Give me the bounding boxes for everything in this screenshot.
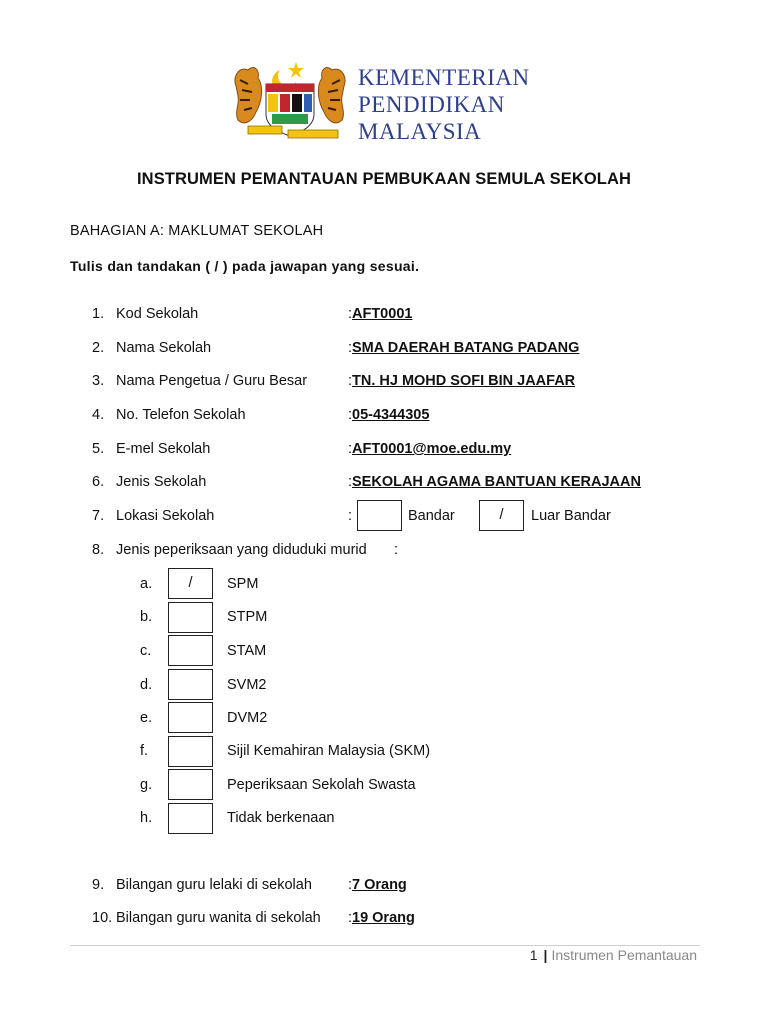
field-colon: : [348,508,353,524]
field-row [92,441,712,461]
field-number: 10. [92,910,113,926]
checkbox-bandar[interactable] [357,500,402,531]
field-number: 2. [92,340,105,356]
ministry-line-2: PENDIDIKAN [358,92,505,117]
option-label: Sijil Kemahiran Malaysia (SKM) [227,743,431,759]
field-number: 8. [92,542,105,558]
field-row [92,407,712,427]
option-letter: g. [140,777,153,793]
instruction-text: Tulis dan tandakan ( / ) pada jawapan yang sesuai. [70,258,420,274]
field-label: Lokasi Sekolah [116,508,215,524]
option-letter: c. [140,643,152,659]
option-label: STAM [227,643,267,659]
option-label-bandar: Bandar [408,508,455,524]
field-label: Bilangan guru wanita di sekolah [116,910,321,926]
option-label: SVM2 [227,677,267,693]
field-number: 4. [92,407,105,423]
page-number: 1 [529,947,538,963]
field-colon: : [348,877,353,893]
field-number: 3. [92,373,105,389]
field-label: No. Telefon Sekolah [116,407,246,423]
field-row [92,910,712,930]
option-label: Peperiksaan Sekolah Swasta [227,777,416,793]
field-colon: : [348,407,353,423]
option-letter: b. [140,609,153,625]
section-heading: BAHAGIAN A: MAKLUMAT SEKOLAH [70,223,324,239]
exam-row [92,542,712,562]
field-colon: : [348,441,353,457]
field-label: E-mel Sekolah [116,441,211,457]
field-row [92,373,712,393]
field-number: 9. [92,877,105,893]
ministry-line-3: MALAYSIA [358,119,482,144]
checkbox-stam[interactable] [168,635,213,666]
field-number: 6. [92,474,105,490]
checkbox-skm[interactable] [168,736,213,767]
lokasi-row [92,508,712,528]
field-row [92,340,712,360]
option-label-luar-bandar: Luar Bandar [531,508,611,524]
field-value: SEKOLAH AGAMA BANTUAN KERAJAAN [352,474,641,490]
option-letter: h. [140,810,153,826]
checkbox-tidak-berkenaan[interactable] [168,803,213,834]
field-value: 19 Orang [352,910,415,926]
footer-separator: | [543,947,548,963]
field-colon: : [348,340,353,356]
field-row [92,474,712,494]
checkbox-svm2[interactable] [168,669,213,700]
option-label: Tidak berkenaan [227,810,335,826]
option-letter: e. [140,710,153,726]
checkbox-stpm[interactable] [168,602,213,633]
field-row [92,306,712,326]
field-label: Jenis Sekolah [116,474,207,490]
field-number: 1. [92,306,105,322]
footer-text: Instrumen Pemantauan [551,947,697,963]
footer-divider [70,945,700,946]
field-label: Nama Pengetua / Guru Besar [116,373,308,389]
option-label: STPM [227,609,268,625]
field-value: 7 Orang [352,877,407,893]
option-letter: d. [140,677,153,693]
field-value: AFT0001 [352,306,413,322]
field-colon: : [348,474,353,490]
document-title: INSTRUMEN PEMANTAUAN PEMBUKAAN SEMULA SEKOLAH [137,170,631,188]
checkbox-dvm2[interactable] [168,702,213,733]
field-number: 7. [92,508,105,524]
field-value: 05-4344305 [352,407,430,423]
option-letter: a. [140,576,153,592]
field-colon: : [348,373,353,389]
option-label: SPM [227,576,259,592]
option-letter: f. [140,743,149,759]
field-row [92,877,712,897]
field-colon: : [348,306,353,322]
field-colon: : [394,542,399,558]
page-footer [0,947,697,963]
field-value: AFT0001@moe.edu.my [352,441,512,457]
field-label: Jenis peperiksaan yang diduduki murid [116,542,367,558]
checkbox-spm[interactable]: / [168,568,213,599]
field-value: TN. HJ MOHD SOFI BIN JAAFAR [352,373,576,389]
field-label: Bilangan guru lelaki di sekolah [116,877,312,893]
ministry-name [358,64,530,145]
field-number: 5. [92,441,105,457]
checkbox-sekolah-swasta[interactable] [168,769,213,800]
checkbox-luar-bandar[interactable]: / [479,500,524,531]
ministry-logo [230,56,550,146]
malaysia-coat-of-arms-icon [230,56,350,144]
ministry-line-1: KEMENTERIAN [358,65,530,90]
field-label: Kod Sekolah [116,306,199,322]
field-label: Nama Sekolah [116,340,212,356]
field-colon: : [348,910,353,926]
field-value: SMA DAERAH BATANG PADANG [352,340,580,356]
option-label: DVM2 [227,710,268,726]
